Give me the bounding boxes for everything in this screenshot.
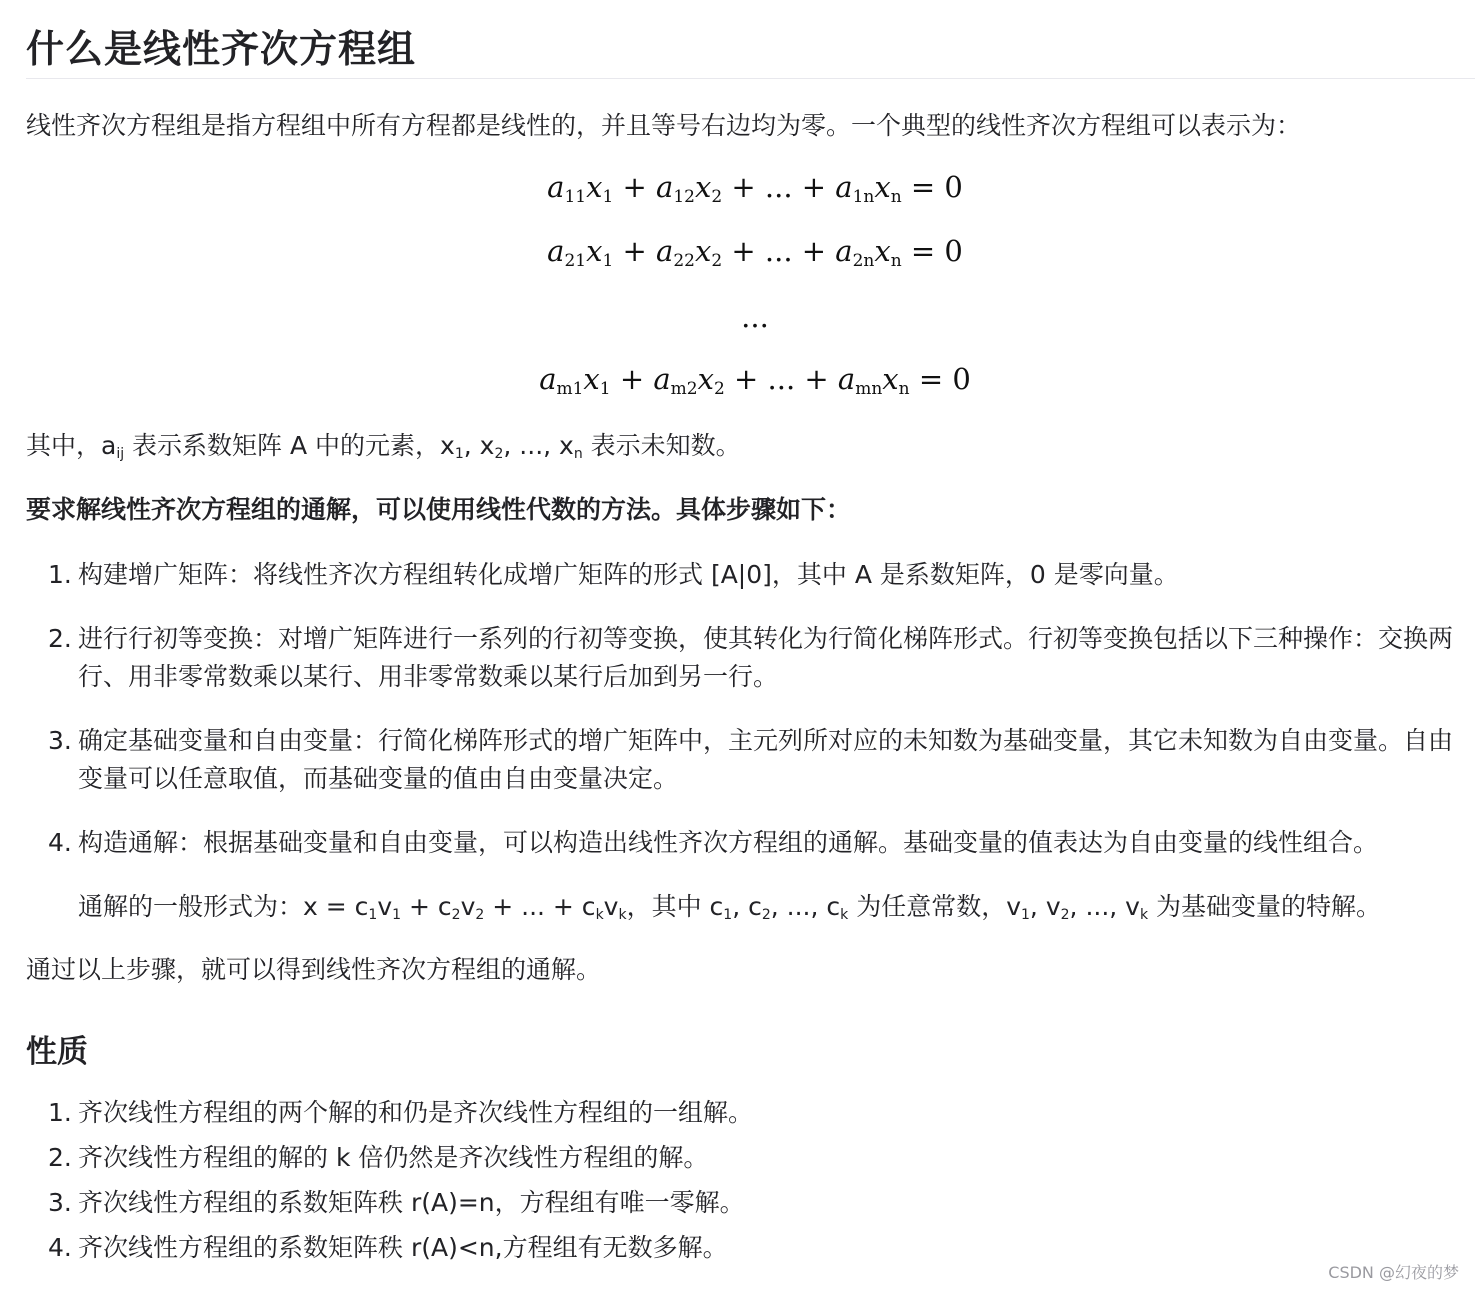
list-number: 4.: [48, 1233, 72, 1262]
equation-1-text: $a_{11}x_1 + a_{12}x_2$ + ... + $a_{1n}x_n = 0$: [547, 170, 963, 207]
steps-intro: 要求解线性齐次方程组的通解，可以使用线性代数的方法。具体步骤如下：: [26, 495, 852, 524]
list-number: 2.: [48, 1143, 72, 1172]
list-item: [48, 1094, 753, 1132]
equation-2: [25, 234, 1475, 271]
conclusion-paragraph: 通过以上步骤，就可以得到线性齐次方程组的通解。: [26, 955, 602, 984]
list-text-continuation: 变量可以任意取值，而基础变量的值由自由变量决定。: [78, 764, 679, 793]
list-text: 齐次线性方程组的解的 k 倍仍然是齐次线性方程组的解。: [78, 1143, 709, 1172]
equation-dots: ...: [741, 300, 769, 334]
list-text: 齐次线性方程组的两个解的和仍是齐次线性方程组的一组解。: [78, 1098, 754, 1127]
where-paragraph: [26, 428, 741, 472]
list-item: [48, 722, 1453, 760]
intro-paragraph: 线性齐次方程组是指方程组中所有方程都是线性的，并且等号右边均为零。一个典型的线性齐次方程组可以表示为：: [26, 111, 1302, 140]
list-text: 齐次线性方程组的系数矩阵秩 r(A)<n,方程组有无数多解。: [78, 1233, 728, 1262]
general-solution-formula: $x = c_1v_1 + c_2v_2$ + ... + $c_kv_k$，其中 $c_1$, $c_2$, ..., $c_k$ 为任意常数，$v_1$, $v_2$, ..., $v_k$ 为基础变量的特解。: [303, 892, 1382, 923]
list-text: 进行行初等变换：对增广矩阵进行一系列的行初等变换，使其转化为行简化梯阵形式。行初等变换包括以下三种操作：交换两: [78, 624, 1454, 653]
title-divider: [26, 78, 1475, 79]
list-text: 齐次线性方程组的系数矩阵秩 r(A)=n，方程组有唯一零解。: [78, 1188, 745, 1217]
section-heading-properties: 性质: [26, 1034, 88, 1070]
list-text-continuation: 行、用非零常数乘以某行、用非零常数乘以某行后加到另一行。: [78, 662, 779, 691]
page-title: 什么是线性齐次方程组: [26, 27, 417, 71]
list-text: 构造通解：根据基础变量和自由变量，可以构造出线性齐次方程组的通解。基础变量的值表达为自由变量的线性组合。: [78, 828, 1379, 857]
general-solution-prefix: 通解的一般形式为：: [78, 892, 304, 921]
list-item: [48, 824, 1378, 862]
list-number: 1.: [48, 560, 72, 589]
list-number: 4.: [48, 828, 72, 857]
equation-m-text: $a_{m1}x_1 + a_{m2}x_2$ + ... + $a_{mn}x_n = 0$: [539, 362, 971, 399]
list-item: [48, 1229, 728, 1267]
equation-m: [25, 362, 1475, 399]
general-solution: [48, 888, 1381, 934]
list-number: 3.: [48, 1188, 72, 1217]
equation-1: [25, 170, 1475, 207]
list-text: 确定基础变量和自由变量：行简化梯阵形式的增广矩阵中，主元列所对应的未知数为基础变量，其它未知数为自由变量。自由: [78, 726, 1454, 755]
list-item: [48, 556, 1179, 594]
list-number: 2.: [48, 624, 72, 653]
equation-2-text: $a_{21}x_1 + a_{22}x_2$ + ... + $a_{2n}x_n = 0$: [547, 234, 963, 271]
where-text: 其中，$a_{ij}$ 表示系数矩阵 A 中的元素，$x_1$, $x_2$, ..., $x_n$ 表示未知数。: [26, 431, 741, 462]
list-item: [48, 620, 1453, 658]
list-item: [48, 1184, 745, 1222]
list-item: [48, 1139, 708, 1177]
list-number: 1.: [48, 1098, 72, 1127]
list-text: 构建增广矩阵：将线性齐次方程组转化成增广矩阵的形式 [A|0]，其中 A 是系数矩阵，0 是零向量。: [78, 560, 1179, 589]
watermark: CSDN @幻夜的梦: [1328, 1263, 1459, 1282]
list-number: 3.: [48, 726, 72, 755]
